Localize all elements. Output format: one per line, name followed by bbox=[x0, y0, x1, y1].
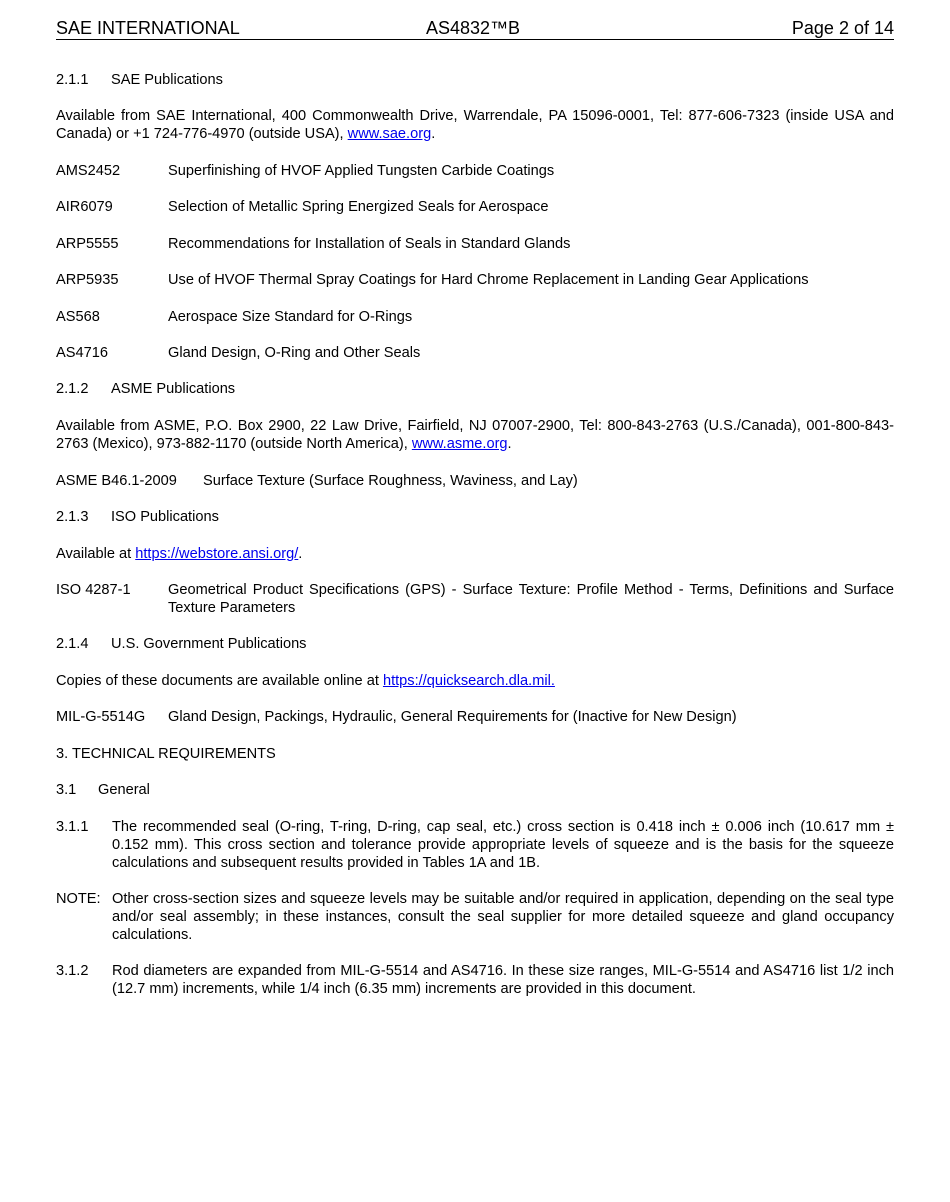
section-title: SAE Publications bbox=[111, 72, 223, 88]
ref-code: AIR6079 bbox=[56, 199, 113, 215]
section-heading-technical: 3. TECHNICAL REQUIREMENTS bbox=[56, 746, 276, 762]
ref-code: MIL-G-5514G bbox=[56, 709, 146, 725]
ref-title: Superfinishing of HVOF Applied Tungsten Carbide Coatings bbox=[168, 163, 555, 179]
header-doc-number: AS4832™B bbox=[426, 18, 521, 38]
header-page-number: Page 2 of 14 bbox=[791, 18, 894, 38]
header-org: SAE INTERNATIONAL bbox=[56, 18, 240, 38]
ref-title: Surface Texture (Surface Roughness, Waviness, and Lay) bbox=[203, 473, 578, 489]
section-heading-asme bbox=[56, 380, 894, 398]
section-number: 2.1.2 bbox=[56, 381, 89, 397]
asme-link[interactable]: www.asme.org bbox=[411, 436, 508, 452]
sae-availability: Available from SAE International, 400 Commonwealth Drive, Warrendale, PA 15096-0001, Tel: 877-606-7323 (inside USA and Canada) or +1 724-776-4970 (outside USA), www.sae.org. bbox=[56, 108, 894, 142]
section-number: 2.1.1 bbox=[56, 72, 89, 88]
section-number: 2.1.3 bbox=[56, 509, 89, 525]
ref-title: Gland Design, Packings, Hydraulic, General Requirements for (Inactive for New Design) bbox=[168, 709, 737, 725]
section-heading-general bbox=[56, 781, 894, 799]
section-number: 2.1.4 bbox=[56, 636, 89, 652]
ref-code: AMS2452 bbox=[56, 163, 121, 179]
section-title: ISO Publications bbox=[111, 509, 219, 525]
asme-availability-text: Available from ASME, P.O. Box 2900, 22 Law Drive, Fairfield, NJ 07007-2900, Tel: 800-843-2763 (U.S./Canada), 001-800-843-2763 (Mexico), 973-882-1170 (outside North America), bbox=[56, 418, 894, 452]
note-text: Other cross-section sizes and squeeze levels may be suitable and/or required in application, depending on the seal type and/or seal assembly; in these instances, consult the seal supplier for more detailed squeeze and gland occupancy calculations. bbox=[112, 891, 894, 943]
usgov-link[interactable]: https://quicksearch.dla.mil. bbox=[382, 673, 555, 689]
section-heading-usgov bbox=[56, 635, 894, 653]
ref-code: ARP5935 bbox=[56, 272, 119, 288]
iso-link[interactable]: https://webstore.ansi.org/ bbox=[135, 546, 299, 562]
section-title: ASME Publications bbox=[111, 381, 236, 397]
ref-code: ARP5555 bbox=[56, 236, 119, 252]
ref-code: ISO 4287-1 bbox=[56, 582, 131, 598]
paragraph-text: Rod diameters are expanded from MIL-G-5514 and AS4716. In these size ranges, MIL-G-5514 and AS4716 list 1/2 inch (12.7 mm) increments, while 1/4 inch (6.35 mm) increments are provided in this document. bbox=[112, 963, 894, 997]
usgov-availability-text: Copies of these documents are available online at bbox=[56, 673, 383, 689]
ref-title: Aerospace Size Standard for O-Rings bbox=[168, 309, 413, 325]
sae-availability-text: Available from SAE International, 400 Commonwealth Drive, Warrendale, PA 15096-0001, Tel: 877-606-7323 (inside USA and Canada) or +1 724-776-4970 (outside USA), bbox=[56, 108, 894, 142]
usgov-availability bbox=[56, 672, 894, 690]
sae-link[interactable]: www.sae.org bbox=[347, 126, 432, 142]
paragraph-text: The recommended seal (O-ring, T-ring, D-ring, cap seal, etc.) cross section is 0.418 inch ± 0.006 inch (10.617 mm ± 0.152 mm). This cross section and tolerance provide appropriate levels of squeeze and is the basis for the squeeze calculations and subsequent results provided in Tables 1A and 1B. bbox=[112, 819, 894, 871]
iso-availability-text: Available at bbox=[56, 546, 136, 562]
ref-title: Recommendations for Installation of Seals in Standard Glands bbox=[168, 236, 571, 252]
note-label: NOTE: bbox=[56, 891, 101, 907]
paragraph-number: 3.1.1 bbox=[56, 819, 89, 835]
section-title: General bbox=[98, 782, 150, 798]
ref-code: AS4716 bbox=[56, 345, 108, 361]
section-title: U.S. Government Publications bbox=[111, 636, 307, 652]
paragraph-number: 3.1.2 bbox=[56, 963, 89, 979]
section-number: 3.1 bbox=[56, 782, 77, 798]
section-heading-sae bbox=[56, 71, 894, 89]
ref-title: Use of HVOF Thermal Spray Coatings for Hard Chrome Replacement in Landing Gear Applications bbox=[168, 272, 809, 288]
section-heading-iso bbox=[56, 508, 894, 526]
asme-availability: Available from ASME, P.O. Box 2900, 22 Law Drive, Fairfield, NJ 07007-2900, Tel: 800-843-2763 (U.S./Canada), 001-800-843-2763 (Mexico), 973-882-1170 (outside North America), www.asme.org. bbox=[56, 418, 894, 452]
ref-title: Selection of Metallic Spring Energized Seals for Aerospace bbox=[168, 199, 549, 215]
ref-title: Geometrical Product Specifications (GPS) - Surface Texture: Profile Method - Terms, Definitions and Surface Texture Parameters bbox=[168, 582, 894, 616]
page-header bbox=[56, 17, 894, 40]
ref-code: ASME B46.1-2009 bbox=[56, 473, 177, 489]
ref-code: AS568 bbox=[56, 309, 100, 325]
ref-title: Gland Design, O-Ring and Other Seals bbox=[168, 345, 421, 361]
iso-availability: Available at https://webstore.ansi.org/. bbox=[56, 546, 303, 562]
